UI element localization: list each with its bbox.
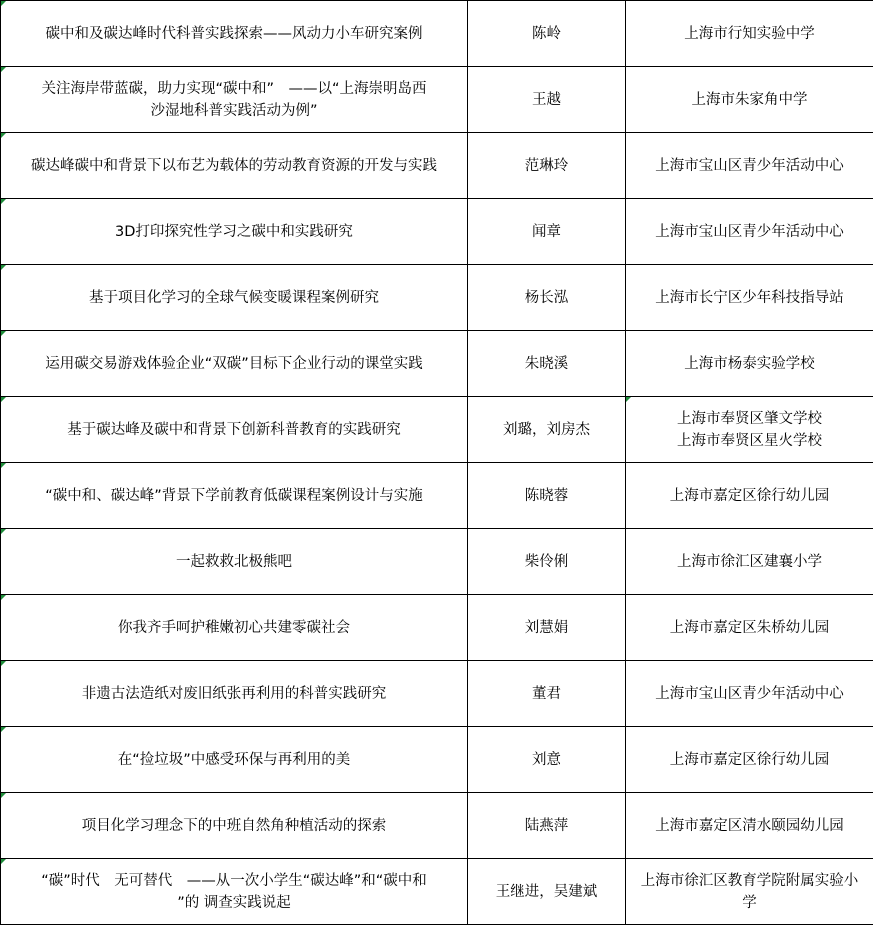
organization-line: 上海市行知实验中学: [684, 25, 815, 42]
cell-comment-marker: [1, 331, 6, 336]
author-text: 闻章: [532, 223, 561, 240]
title-line: 基于碳达峰及碳中和背景下创新科普教育的实践研究: [67, 421, 401, 438]
author-cell[interactable]: [468, 529, 626, 595]
author-text: 杨长泓: [524, 289, 569, 306]
cell-comment-marker: [1, 397, 6, 402]
organization-line: 上海市奉贤区肇文学校: [677, 410, 822, 427]
organization-line: 上海市杨泰实验学校: [684, 355, 815, 372]
title-cell[interactable]: [1, 595, 468, 661]
organization-line: 上海市嘉定区朱桥幼儿园: [669, 619, 830, 636]
author-cell[interactable]: [468, 859, 626, 925]
cell-comment-marker: [1, 463, 6, 468]
organization-cell[interactable]: [626, 529, 873, 595]
title-cell[interactable]: [1, 331, 468, 397]
table-row: [1, 859, 873, 925]
title-cell[interactable]: [1, 727, 468, 793]
cell-comment-marker: [1, 1, 6, 6]
table-row: [1, 661, 873, 727]
cell-comment-marker: [1, 265, 6, 270]
organization-cell[interactable]: [626, 397, 873, 463]
author-cell[interactable]: [468, 265, 626, 331]
author-cell[interactable]: [468, 793, 626, 859]
table-row: [1, 199, 873, 265]
organization-line: 上海市朱家角中学: [691, 91, 808, 108]
title-cell[interactable]: [1, 265, 468, 331]
author-text: 王继进，吴建斌: [495, 883, 598, 900]
author-text: 朱晓溪: [524, 355, 569, 372]
cell-comment-marker: [1, 529, 6, 534]
title-line: 你我齐手呵护稚嫩初心共建零碳社会: [118, 619, 350, 636]
cell-comment-marker: [1, 133, 6, 138]
author-cell[interactable]: [468, 67, 626, 133]
title-cell[interactable]: [1, 529, 468, 595]
organization-cell[interactable]: [626, 133, 873, 199]
organization-line: 上海市嘉定区徐行幼儿园: [669, 751, 830, 768]
author-cell[interactable]: [468, 1, 626, 67]
organization-line: 上海市宝山区青少年活动中心: [655, 685, 844, 702]
organization-cell[interactable]: [626, 265, 873, 331]
author-text: 刘慧娟: [524, 619, 569, 636]
organization-line: 上海市奉贤区星火学校: [677, 432, 822, 449]
title-line: 运用碳交易游戏体验企业“双碳”目标下企业行动的课堂实践: [45, 355, 423, 372]
author-text: 陈岭: [532, 25, 561, 42]
author-cell[interactable]: [468, 661, 626, 727]
title-line: “碳中和、碳达峰”背景下学前教育低碳课程案例设计与实施: [45, 487, 423, 504]
organization-cell[interactable]: [626, 331, 873, 397]
organization-cell[interactable]: [626, 1, 873, 67]
organization-line: 上海市嘉定区徐行幼儿园: [669, 487, 830, 504]
author-text: 刘璐，刘房杰: [503, 421, 590, 438]
title-line: 非遗古法造纸对废旧纸张再利用的科普实践研究: [81, 685, 387, 702]
organization-cell[interactable]: [626, 67, 873, 133]
table-row: [1, 595, 873, 661]
title-cell[interactable]: [1, 793, 468, 859]
cell-comment-marker: [1, 67, 6, 72]
author-cell[interactable]: [468, 397, 626, 463]
author-text: 陆燕萍: [524, 817, 569, 834]
title-line: 在“捡垃圾”中感受环保与再利用的美: [117, 751, 351, 768]
title-cell[interactable]: [1, 67, 468, 133]
cell-comment-marker: [1, 661, 6, 666]
organization-line: 上海市长宁区少年科技指导站: [655, 289, 844, 306]
title-line: “碳”时代 无可替代 ——从一次小学生“碳达峰”和“碳中和: [41, 872, 427, 889]
cell-comment-marker: [1, 727, 6, 732]
table-row: [1, 463, 873, 529]
title-line: 碳达峰碳中和背景下以布艺为载体的劳动教育资源的开发与实践: [31, 157, 437, 174]
organization-line: 上海市宝山区青少年活动中心: [655, 223, 844, 240]
title-line: 关注海岸带蓝碳，助力实现“碳中和” ——以“上海崇明岛西: [41, 80, 427, 97]
table-row: [1, 727, 873, 793]
organization-cell[interactable]: [626, 595, 873, 661]
author-text: 董君: [532, 685, 561, 702]
author-text: 王越: [532, 91, 561, 108]
title-cell[interactable]: [1, 463, 468, 529]
organization-cell[interactable]: [626, 859, 873, 925]
title-line: 项目化学习理念下的中班自然角种植活动的探索: [81, 817, 387, 834]
title-line: 3D打印探究性学习之碳中和实践研究: [115, 223, 353, 240]
author-cell[interactable]: [468, 595, 626, 661]
organization-line: 学: [742, 894, 757, 911]
author-cell[interactable]: [468, 727, 626, 793]
title-line: ”的 调查实践说起: [177, 894, 291, 911]
title-line: 基于项目化学习的全球气候变暖课程案例研究: [89, 289, 379, 306]
cell-comment-marker: [1, 595, 6, 600]
organization-cell[interactable]: [626, 793, 873, 859]
organization-line: 上海市宝山区青少年活动中心: [655, 157, 844, 174]
organization-cell[interactable]: [626, 199, 873, 265]
title-cell[interactable]: [1, 661, 468, 727]
title-cell[interactable]: [1, 199, 468, 265]
author-cell[interactable]: [468, 199, 626, 265]
title-cell[interactable]: [1, 859, 468, 925]
organization-cell[interactable]: [626, 727, 873, 793]
author-text: 范琳玲: [524, 157, 569, 174]
author-text: 刘意: [532, 751, 561, 768]
cell-comment-marker: [626, 397, 631, 402]
table-row: [1, 793, 873, 859]
author-text: 柴伶俐: [524, 553, 569, 570]
title-line: 沙湿地科普实践活动为例”: [150, 102, 318, 119]
table-row: [1, 133, 873, 199]
author-cell[interactable]: [468, 331, 626, 397]
table-row: [1, 1, 873, 67]
title-line: 碳中和及碳达峰时代科普实践探索——风动力小车研究案例: [45, 25, 423, 42]
organization-line: 上海市徐汇区建襄小学: [677, 553, 822, 570]
title-cell[interactable]: [1, 397, 468, 463]
table-body: [1, 1, 873, 925]
cell-comment-marker: [1, 199, 6, 204]
table-row: [1, 67, 873, 133]
table-row: [1, 397, 873, 463]
author-text: 陈晓蓉: [524, 487, 569, 504]
title-cell[interactable]: [1, 133, 468, 199]
table-row: [1, 529, 873, 595]
cell-comment-marker: [1, 859, 6, 864]
cell-comment-marker: [1, 793, 6, 798]
organization-cell[interactable]: [626, 661, 873, 727]
title-line: 一起救救北极熊吧: [176, 553, 292, 570]
table-row: [1, 331, 873, 397]
author-cell[interactable]: [468, 133, 626, 199]
author-cell[interactable]: [468, 463, 626, 529]
title-cell[interactable]: [1, 1, 468, 67]
table-row: [1, 265, 873, 331]
organization-line: 上海市嘉定区清水颐园幼儿园: [655, 817, 844, 834]
organization-cell[interactable]: [626, 463, 873, 529]
organization-line: 上海市徐汇区教育学院附属实验小: [640, 872, 859, 889]
